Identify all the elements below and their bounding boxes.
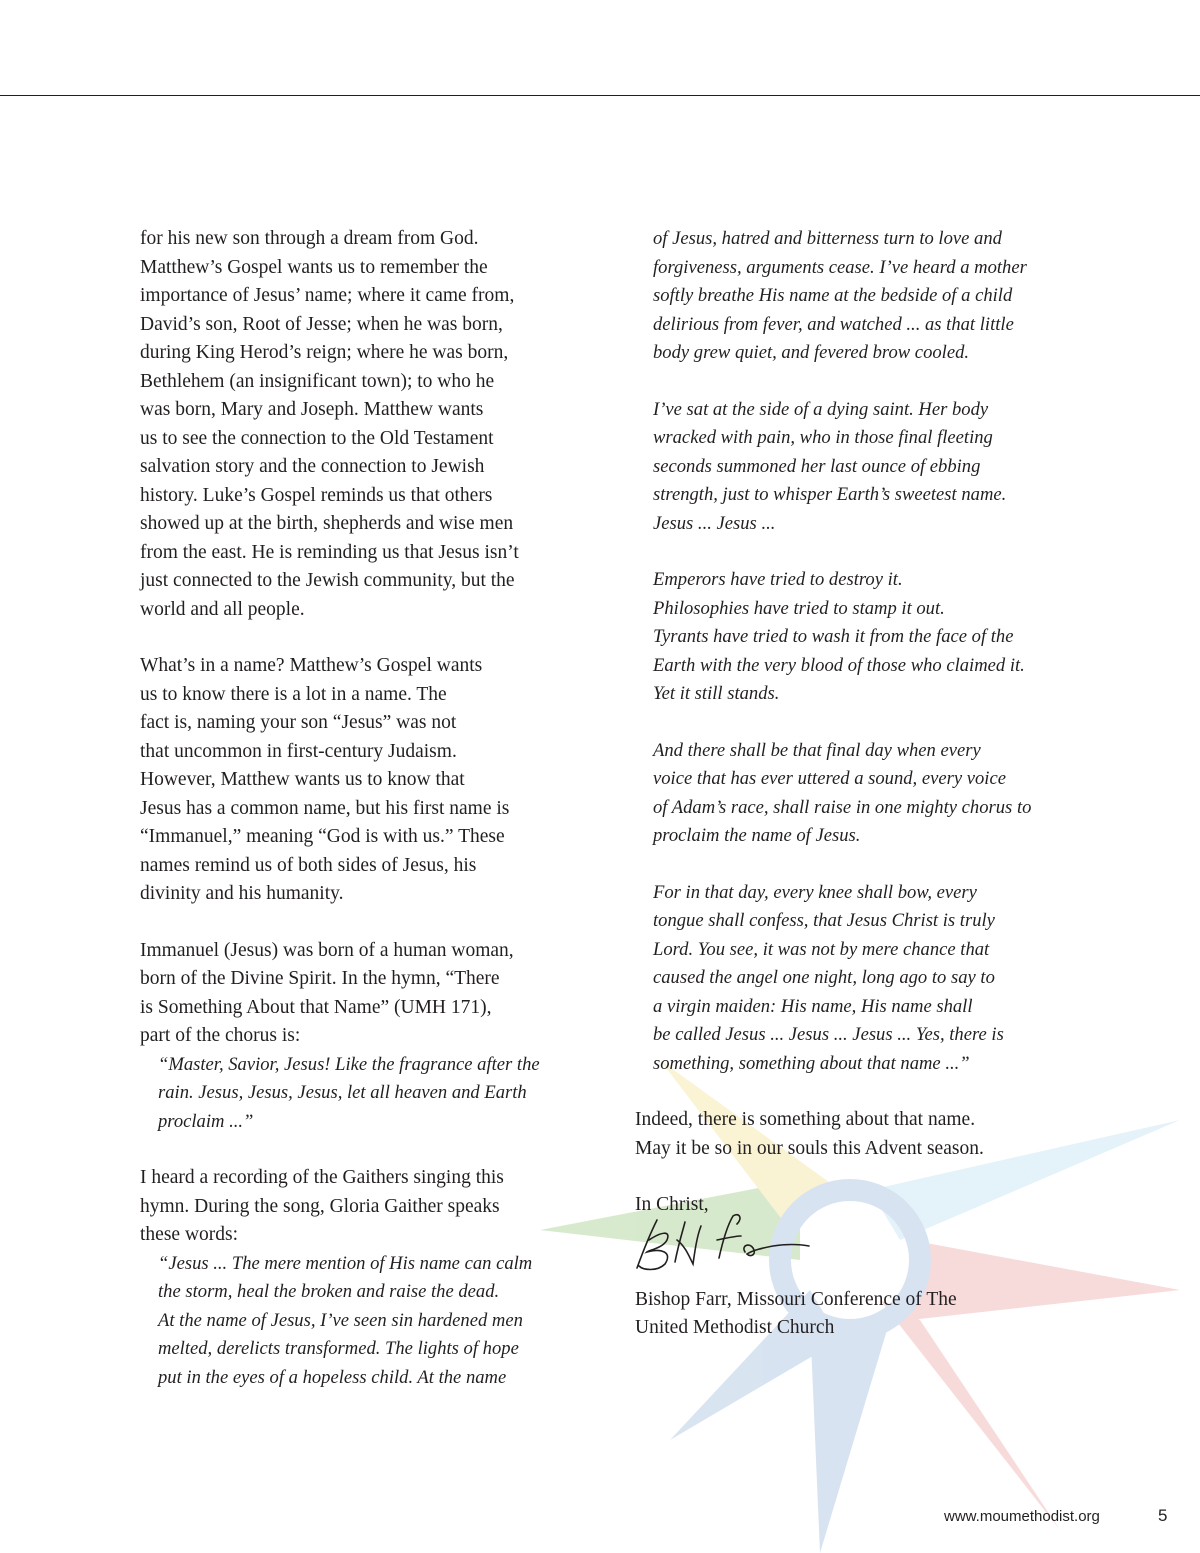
quote-continuation-2: I’ve sat at the side of a dying saint. Her body wracked with pain, who in those final fleeting seconds summoned her last ounce of ebbing strength, just to whisper Earth’s sweetest name. Jesus ... Jesus ... <box>653 398 1007 534</box>
paragraph-naming: for his new son through a dream from God. Matthew’s Gospel wants us to remember the importance of Jesus’ name; where it came from, David’s son, Root of Jesse; when he was born, during King Herod’s reign; where he was born, Bethlehem (an insignificant town); to who he was born, Mary and Joseph. Matthew wants us to see the connection to the Old Testament salvation story and the connection to Jewish history. Luke’s Gospel reminds us that others showed up at the birth, shepherds and wise men from the east. He is reminding us that Jesus isn’t just connected to the Jewish community, but the world and all people. <box>140 228 519 620</box>
page-number: 5 <box>1158 1506 1168 1525</box>
quote-continuation-1: of Jesus, hatred and bitterness turn to love and forgiveness, arguments cease. I’ve heard a mother softly breathe His name at the bedside of a child delirious from fever, and watched ... as that little body grew quiet, and fevered brow cooled. <box>653 228 1027 363</box>
right-column <box>635 225 1075 1371</box>
quote-hymn-chorus: “Master, Savior, Jesus! Like the fragrance after the rain. Jesus, Jesus, Jesus, let all heaven and Earth proclaim ...” <box>158 1053 540 1132</box>
quote-continuation-5: For in that day, every knee shall bow, every tongue shall confess, that Jesus Christ is truly Lord. You see, it was not by mere chance that caused the angel one night, long ago to say to a virgin maiden: His name, His name shall be called Jesus ... Jesus ... Jesus ... Yes, there is something, something about that name ...” <box>653 881 1004 1074</box>
signature-handwriting-icon <box>627 1206 827 1280</box>
paragraph-gaithers: I heard a recording of the Gaithers singing this hymn. During the song, Gloria Gaither speaks these words: <box>140 1167 504 1245</box>
paragraph-closing: Indeed, there is something about that name. May it be so in our souls this Advent season. <box>635 1109 984 1159</box>
paragraph-whats-in-a-name: What’s in a name? Matthew’s Gospel wants us to know there is a lot in a name. The fact is, naming your son “Jesus” was not that uncommon in first-century Judaism. However, Matthew wants us to know that Jesus has a common name, but his first name is “Immanuel,” meaning “God is with us.” These names remind us of both sides of Jesus, his divinity and his humanity. <box>140 655 510 904</box>
paragraph-immanuel: Immanuel (Jesus) was born of a human woman, born of the Divine Spirit. In the hymn, “There is Something About that Name” (UMH 171), part of the chorus is: <box>140 939 514 1046</box>
quote-continuation-4: And there shall be that final day when every voice that has ever uttered a sound, every voice of Adam’s race, shall raise in one mighty chorus to proclaim the name of Jesus. <box>653 739 1032 846</box>
left-column <box>140 225 570 1420</box>
top-rule <box>0 95 1200 96</box>
quote-gloria-gaither: “Jesus ... The mere mention of His name can calm the storm, heal the broken and raise the dead. At the name of Jesus, I’ve seen sin hardened men melted, derelicts transformed. The lights of hope put in the eyes of a hopeless child. At the name <box>158 1252 533 1388</box>
salutation: In Christ, <box>635 1194 709 1215</box>
quote-continuation-3: Emperors have tried to destroy it. Philosophies have tried to stamp it out. Tyrants have tried to wash it from the face of the Earth with the very blood of those who claimed it. Yet it still stands. <box>653 569 1025 704</box>
signer-name: Bishop Farr, Missouri Conference of The United Methodist Church <box>635 1288 957 1338</box>
signature <box>627 1206 1075 1280</box>
footer-website-link[interactable]: www.moumethodist.org <box>944 1508 1100 1525</box>
